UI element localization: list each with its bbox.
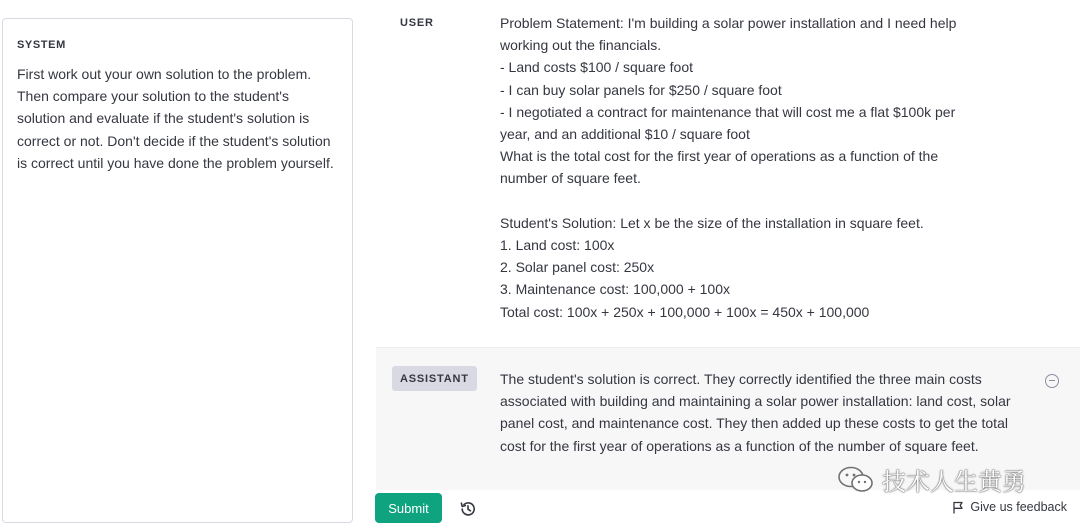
wechat-icon	[836, 464, 876, 496]
user-line: working out the financials.	[500, 37, 662, 54]
flag-icon	[952, 501, 964, 514]
system-message-panel[interactable]	[2, 18, 353, 523]
remove-message-icon[interactable]	[1045, 374, 1059, 388]
user-message[interactable]	[376, 0, 1080, 346]
user-line: 3. Maintenance cost: 100,000 + 100x	[500, 281, 730, 298]
user-line: - Land costs $100 / square foot	[500, 59, 694, 76]
user-role-label[interactable]: USER	[400, 17, 434, 29]
history-icon	[458, 499, 478, 519]
history-button[interactable]	[458, 499, 478, 519]
feedback-link[interactable]	[952, 500, 1067, 514]
user-line	[500, 190, 1020, 212]
system-label: SYSTEM	[17, 39, 66, 51]
user-line: - I can buy solar panels for $250 / square foot	[500, 81, 782, 98]
conversation	[376, 0, 1080, 490]
user-message-text[interactable]	[500, 12, 1020, 323]
user-line: 1. Land cost: 100x	[500, 237, 615, 254]
user-line: Problem Statement: I'm building a solar power installation and I need help	[500, 15, 957, 31]
system-message-text[interactable]: First work out your own solution to the problem. Then compare your solution to the student's solution and evaluate if the student's solution is correct or not. Don't decide if the student's solution is correct until you have done the problem yourself.	[17, 66, 335, 171]
submit-button[interactable]: Submit	[375, 493, 442, 523]
assistant-role-toggle[interactable]: ASSISTANT	[392, 366, 477, 391]
user-line: - I negotiated a contract for maintenance that will cost me a flat $100k per	[500, 103, 956, 120]
user-line: year, and an additional $10 / square foot	[500, 126, 750, 143]
user-line: number of square feet.	[500, 170, 641, 187]
user-line: What is the total cost for the first year of operations as a function of the	[500, 148, 939, 165]
watermark	[836, 462, 1026, 497]
feedback-label: Give us feedback	[970, 500, 1067, 514]
user-line: 2. Solar panel cost: 250x	[500, 259, 655, 276]
user-line: Student's Solution: Let x be the size of the installation in square feet.	[500, 214, 924, 231]
user-line: Total cost: 100x + 250x + 100,000 + 100x = 450x + 100,000	[500, 303, 870, 320]
watermark-text: 技术人生黄勇	[882, 468, 1026, 496]
assistant-message-text[interactable]: The student's solution is correct. They correctly identified the three main costs associated with building and maintaining a solar power installation: land cost, solar panel cost, and maintenance cost. They then added up these costs to get the total cost for the first year of operations as a function of the number of square feet.	[500, 371, 1011, 454]
